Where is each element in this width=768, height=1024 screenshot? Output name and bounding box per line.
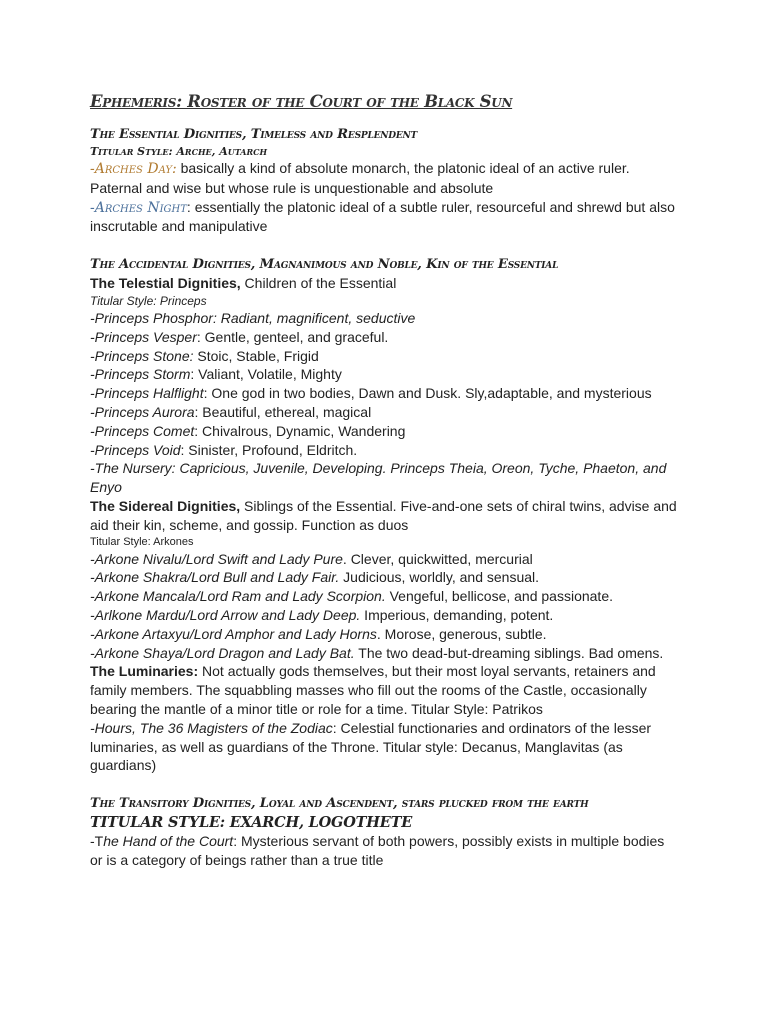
- princeps-desc: : Beautiful, ethereal, magical: [194, 403, 372, 420]
- princeps-desc: : Gentle, genteel, and graceful.: [196, 328, 389, 345]
- essential-section: [90, 126, 678, 236]
- hours-desc: : Celestial functionaries and ordinators of the lesser luminaries, as well as guardians of the Throne. Titular style: Decanus, Manglavitas (as guardians): [90, 719, 652, 774]
- telestial-titular-style: Titular Style: Princeps: [90, 293, 207, 308]
- princeps-name: -Princeps Vesper: [90, 328, 197, 345]
- list-item: [90, 309, 678, 328]
- list-item: [90, 550, 678, 569]
- accidental-section: [90, 256, 678, 775]
- list-item: [90, 606, 678, 625]
- list-item: [90, 328, 678, 347]
- princeps-name: -Princeps Comet: [90, 422, 195, 439]
- accidental-heading: The Accidental Dignities, Magnanimous and Noble, Kin of the Essential: [90, 257, 559, 273]
- sidereal-titular-style: Titular Style: Arkones: [90, 535, 194, 548]
- hand-name: he Hand of the Court: [103, 833, 234, 850]
- list-item: [90, 365, 678, 384]
- sidereal-label: The Sidereal Dignities,: [90, 497, 241, 514]
- sidereal-intro: [90, 497, 678, 535]
- arkone-desc: . Morose, generous, subtle.: [376, 625, 547, 642]
- essential-heading: The Essential Dignities, Timeless and Resplendent: [90, 127, 418, 142]
- arkone-name: -Arkone Shakra/Lord Bull and Lady Fair.: [90, 569, 340, 586]
- luminaries-label: The Luminaries:: [90, 663, 199, 680]
- transitory-section: [90, 795, 678, 870]
- list-item: [90, 384, 678, 403]
- princeps-name: -Princeps Void: [90, 441, 181, 458]
- princeps-name: -Princeps Halflight: [90, 385, 204, 402]
- arkone-desc: Imperious, demanding, potent.: [360, 606, 554, 623]
- arkone-name: -Arkone Artaxyu/Lord Amphor and Lady Horns: [90, 625, 377, 642]
- telestial-desc: Children of the Essential: [240, 275, 397, 292]
- hand-entry: [90, 832, 678, 870]
- princeps-desc: : Valiant, Volatile, Mighty: [190, 366, 342, 383]
- princeps-desc: : Sinister, Profound, Eldritch.: [180, 441, 358, 458]
- princeps-name: -Princeps Phosphor: Radiant, magnificent, seductive: [90, 309, 416, 326]
- luminaries-entry: [90, 662, 678, 718]
- princeps-desc: : One god in two bodies, Dawn and Dusk. Sly,adaptable, and mysterious: [203, 385, 652, 402]
- essential-titular-style: Titular Style: Arche, Autarch: [90, 145, 268, 158]
- princeps-name: -Princeps Storm: [90, 366, 191, 383]
- arches-night-text: : essentially the platonic ideal of a subtle ruler, resourceful and shrewd but also inscrutable and manipulative: [90, 198, 675, 235]
- list-item: [90, 587, 678, 606]
- list-item: [90, 625, 678, 644]
- princeps-desc: Stoic, Stable, Frigid: [193, 347, 319, 364]
- arches-day-text: basically a kind of absolute monarch, the platonic ideal of an active ruler. Paternal and wise but whose rule is unquestionable and absolute: [90, 160, 630, 196]
- list-item: [90, 568, 678, 587]
- arches-night-entry: [90, 198, 678, 237]
- arkone-desc: . Clever, quickwitted, mercurial: [342, 550, 533, 567]
- page-title: Ephemeris: Roster of the Court of the Black Sun: [90, 92, 513, 111]
- sidereal-desc: Siblings of the Essential. Five-and-one sets of chiral twins, advise and aid their kin, scheme, and gossip. Function as duos: [90, 497, 677, 533]
- list-item: [90, 347, 678, 366]
- hours-entry: [90, 719, 678, 775]
- hand-desc: : Mysterious servant of both powers, possibly exists in multiple bodies or is a category of beings rather than a true title: [90, 833, 665, 868]
- arches-day-entry: [90, 159, 678, 198]
- princeps-desc: : Chivalrous, Dynamic, Wandering: [194, 422, 406, 439]
- arches-night-name: -Arches Night: [90, 199, 187, 216]
- telestial-label: The Telestial Dignities,: [90, 275, 241, 292]
- arkone-desc: The two dead-but-dreaming siblings. Bad omens.: [354, 644, 664, 661]
- hours-name: -Hours, The 36 Magisters of the Zodiac: [90, 719, 333, 736]
- arkone-name: -Arkone Nivalu/Lord Swift and Lady Pure: [90, 550, 343, 567]
- list-item: [90, 441, 678, 460]
- list-item: [90, 459, 678, 497]
- princeps-name: -Princeps Aurora: [90, 403, 195, 420]
- arkone-name: -Arkone Mancala/Lord Ram and Lady Scorpion.: [90, 588, 386, 605]
- arkone-name: -Arlkone Mardu/Lord Arrow and Lady Deep.: [90, 606, 361, 623]
- arches-day-name: -Arches Day:: [90, 161, 177, 177]
- transitory-heading: The Transitory Dignities, Loyal and Ascendent, stars plucked from the earth: [90, 796, 589, 812]
- princeps-name: -Princeps Stone:: [90, 347, 194, 364]
- list-item: [90, 422, 678, 441]
- luminaries-desc: Not actually gods themselves, but their most loyal servants, retainers and family members. The squabbling masses who fill out the rooms of the Castle, occasionally bearing the mantle of a minor title or role for a time. Titular Style: Patrikos: [90, 663, 656, 717]
- arkone-desc: Judicious, worldly, and sensual.: [339, 569, 540, 586]
- arkone-name: -Arkone Shaya/Lord Dragon and Lady Bat.: [90, 644, 355, 661]
- list-item: [90, 644, 678, 663]
- arkone-desc: Vengeful, bellicose, and passionate.: [385, 588, 613, 605]
- list-item: [90, 403, 678, 422]
- telestial-intro: [90, 274, 678, 293]
- transitory-titular-style: TITULAR STYLE: EXARCH, LOGOTHETE: [90, 814, 413, 832]
- nursery-name: -The Nursery: Capricious, Juvenile, Developing. Princeps Theia, Oreon, Tyche, Phaeton, and Enyo: [90, 460, 667, 496]
- hand-prefix: -T: [90, 833, 104, 850]
